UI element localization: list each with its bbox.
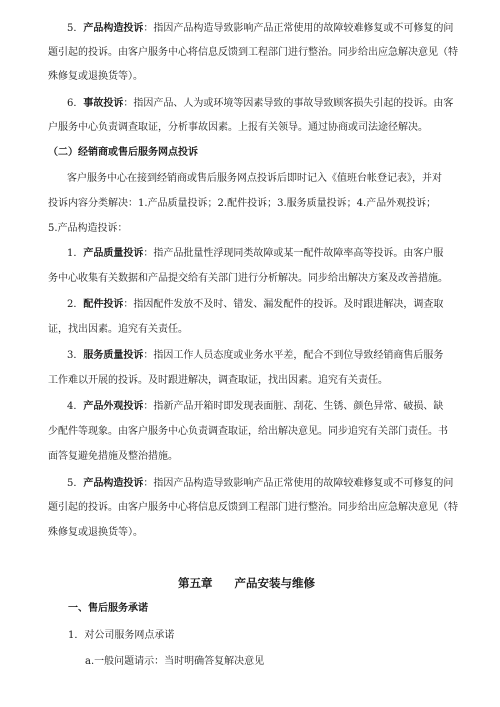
- chapter-heading: [178, 576, 315, 590]
- section-title: 一、售后服务承诺: [68, 603, 148, 614]
- paragraph-line: 户服务中心负责调查取证，分析事故因素。上报有关领导。通过协商或司法途径解决。: [48, 122, 428, 133]
- item-text: ：指新产品开箱时即发现表面脏、刮花、生锈、颜色异常、破损、缺: [143, 401, 444, 412]
- item-number: 1．: [67, 248, 84, 259]
- item-number: 4．: [67, 401, 84, 412]
- item-text: ：指因工作人员态度或业务水平差，配合不到位导致经销商售后服务: [143, 350, 444, 361]
- item-heading: 服务质量投诉: [83, 350, 144, 361]
- paragraph-line: 投诉内容分类解决：1.产品质量投诉；2.配件投诉；3.服务质量投诉；4.产品外观投诉；: [48, 198, 437, 209]
- paragraph-line: [67, 247, 443, 261]
- item-number: 5．: [67, 478, 84, 489]
- paragraph-line: 少配件等现象。由客户服务中心负责调查取证，给出解决意见。同步追究有关部门责任。书: [48, 426, 448, 437]
- item-heading: 产品外观投诉: [83, 401, 144, 412]
- paragraph-line: 殊修复或退换货等）。: [48, 71, 143, 82]
- paragraph-line: [67, 400, 443, 414]
- paragraph-line: 面答复避免措施及整治措施。: [48, 451, 178, 462]
- item-heading: 产品构造投诉: [83, 23, 144, 34]
- item-text: ：指产品批量性浮现同类故障或某一配件故障率高等投诉。由客户服: [143, 248, 444, 259]
- item-heading: 配件投诉: [83, 299, 124, 310]
- paragraph-line: 证，找出因素。追究有关责任。: [48, 324, 188, 335]
- paragraph-line: 务中心收集有关数据和产品提交给有关部门进行分析解决。同步给出解决方案及改善措施。: [48, 273, 448, 284]
- item-number: 3．: [67, 350, 84, 361]
- item-heading: 产品质量投诉: [83, 248, 144, 259]
- paragraph-line: [67, 349, 443, 363]
- paragraph-line: 殊修复或退换货等）。: [48, 527, 143, 538]
- item-number: 6．: [67, 98, 84, 109]
- item-heading: 事故投诉: [83, 98, 124, 109]
- paragraph-line: [67, 298, 443, 312]
- item-number: 2．: [67, 299, 84, 310]
- paragraph-line: [67, 97, 453, 111]
- paragraph-line: 题引起的投诉。由客户服务中心将信息反馈到工程部门进行整治。同步给出应急解决意见（特: [48, 502, 458, 513]
- chapter-title: 产品安装与维修: [234, 576, 315, 590]
- item-text: ：指因产品、人为或环境等因素导致的事故导致顾客损失引起的投诉。由客: [123, 98, 454, 109]
- chapter-number: 第五章: [178, 576, 213, 590]
- item-text: ：指因产品构造导致影响产品正常使用的故障较难修复或不可修复的问: [143, 23, 454, 34]
- item-text: ：指因配件发放不及时、错发、漏发配件的投诉。及时跟进解决，调查取: [123, 299, 444, 310]
- paragraph-line: 客户服务中心在接到经销商或售后服务网点投诉后即时记入《值班台帐登记表》，并对: [67, 173, 442, 184]
- paragraph-line: [67, 477, 453, 491]
- subsection-title: 1．对公司服务网点承诺: [68, 630, 175, 641]
- item-text: ：指因产品构造导致影响产品正常使用的故障较难修复或不可修复的问: [143, 478, 454, 489]
- paragraph-line: 5.产品构造投诉：: [48, 223, 128, 234]
- paragraph-line: [67, 22, 453, 36]
- item-number: 5．: [67, 23, 84, 34]
- paragraph-line: 工作难以开展的投诉。及时跟进解决，调查取证，找出因素。追究有关责任。: [48, 375, 388, 386]
- paragraph-line: 题引起的投诉。由客户服务中心将信息反馈到工程部门进行整治。同步给出应急解决意见（特: [48, 47, 458, 58]
- item-heading: 产品构造投诉: [83, 478, 144, 489]
- section-title: （二）经销商或售后服务网点投诉: [48, 147, 198, 158]
- list-item: a.一般问题请示：当时明确答复解决意见: [85, 656, 265, 667]
